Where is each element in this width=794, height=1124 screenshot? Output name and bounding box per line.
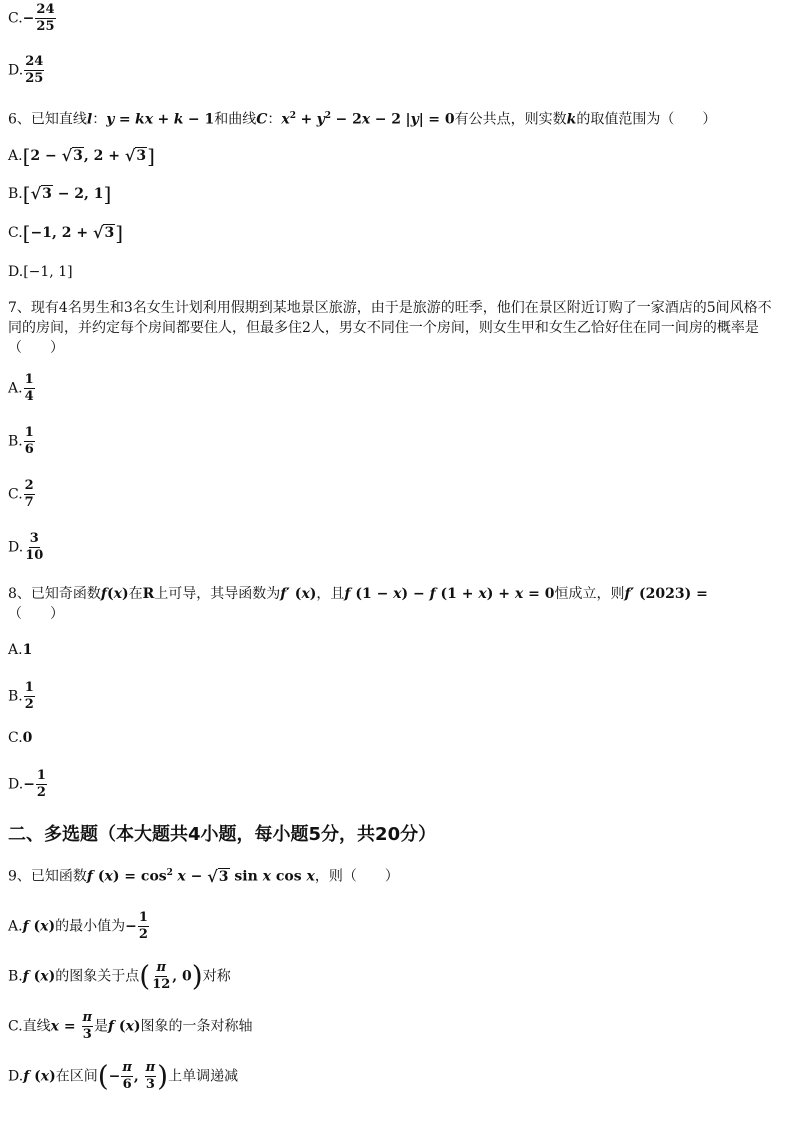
q6-stem: 6、已知直线l：y = kx + k − 1和曲线C：$x^2 + y^2 - 2x - 2$ |y| = 0有公共点，则实数k的取值范围为（ ） bbox=[8, 111, 717, 128]
q7-stem: 7、现有4名男生和3名女生计划利用假期到某地景区旅游，由于是旅游的旺季，他们在景区附近订购了一家酒店的5间风格不同的房间，并约定每个房间都要住人，但最多住2人，男女不同住一个房间，则女生甲和女生乙恰好住在同一间房的概率是（ ） bbox=[8, 300, 772, 356]
q9-stem: 9、已知函数f $(x) = \cos^2 x$ − √ 3 sin x cos x，则（ ） bbox=[8, 866, 399, 886]
section-title: 二、多选题（本大题共4小题，每小题5分，共20分） bbox=[8, 824, 437, 845]
q6-option-a[interactable]: A.[2 − √ 3 , 2 + √ 3 ] bbox=[8, 144, 155, 168]
q9-option-d[interactable]: D.f (x)在区间(− $\frac{\pi}{6}$ , $\frac{\pi}{3}$ )上单调递减 bbox=[8, 1059, 239, 1093]
q9-option-c[interactable]: C.直线x = $\frac{\pi}{3}$ 是f (x)图象的一条对称轴 bbox=[8, 1010, 253, 1042]
q8-option-a[interactable]: A.1 bbox=[8, 642, 33, 658]
fraction: $\frac{1}{4}$ bbox=[24, 372, 34, 404]
fraction: $\frac{24}{25}$ bbox=[25, 54, 44, 86]
q8-stem-tail: （ ） bbox=[8, 606, 64, 622]
fraction: $\frac{24}{25}$ bbox=[36, 2, 55, 34]
q7-option-c[interactable]: C. $\frac{2}{7}$ bbox=[8, 478, 34, 510]
fraction: $\frac{1}{6}$ bbox=[24, 425, 34, 457]
q6-option-b[interactable]: B.[ √ 3 − 2, 1] bbox=[8, 182, 112, 206]
q9-option-a[interactable]: A.f (x)的最小值为− $\frac{1}{2}$ bbox=[8, 910, 148, 942]
q7-option-b[interactable]: B. $\frac{1}{6}$ bbox=[8, 425, 34, 457]
fraction: $\frac{3}{10}$ bbox=[25, 531, 44, 563]
q8-option-b[interactable]: B. $\frac{1}{2}$ bbox=[8, 680, 34, 712]
q6-option-c[interactable]: C.[−1, 2 + √ 3 ] bbox=[8, 221, 124, 245]
fraction: $\frac{\pi}{3}$ bbox=[145, 1060, 156, 1092]
q7-option-d[interactable]: D. $\frac{3}{10}$ bbox=[8, 531, 44, 563]
q8-option-c[interactable]: C.0 bbox=[8, 730, 33, 746]
fraction: $\frac{\pi}{12}$ bbox=[152, 960, 171, 992]
fraction: $\frac{1}{2}$ bbox=[36, 768, 46, 800]
fraction: $\frac{\pi}{6}$ bbox=[122, 1060, 132, 1092]
q9-option-b[interactable]: B.f (x)的图象关于点( $\frac{\pi}{12}$ , 0)对称 bbox=[8, 959, 231, 993]
fraction: $\frac{1}{2}$ bbox=[24, 680, 34, 712]
fraction: $\frac{1}{2}$ bbox=[138, 910, 148, 942]
q7-option-a[interactable]: A. $\frac{1}{4}$ bbox=[8, 372, 34, 404]
fraction: $\frac{2}{7}$ bbox=[24, 478, 34, 510]
fraction: $\frac{\pi}{3}$ bbox=[82, 1010, 93, 1042]
q8-option-d[interactable]: D.− $\frac{1}{2}$ bbox=[8, 768, 46, 800]
q6-option-d[interactable]: D.[−1, 1] bbox=[8, 264, 73, 280]
q5-option-d[interactable]: D. $\frac{24}{25}$ bbox=[8, 54, 44, 86]
q8-stem: 8、已知奇函数f(x)在R上可导，其导函数为f′ (x)，且f (1 − x) − f (1 + x) + x = 0恒成立，则f′ (2023) = bbox=[8, 586, 708, 602]
q5-option-c[interactable]: C.− $\frac{24}{25}$ bbox=[8, 2, 55, 34]
